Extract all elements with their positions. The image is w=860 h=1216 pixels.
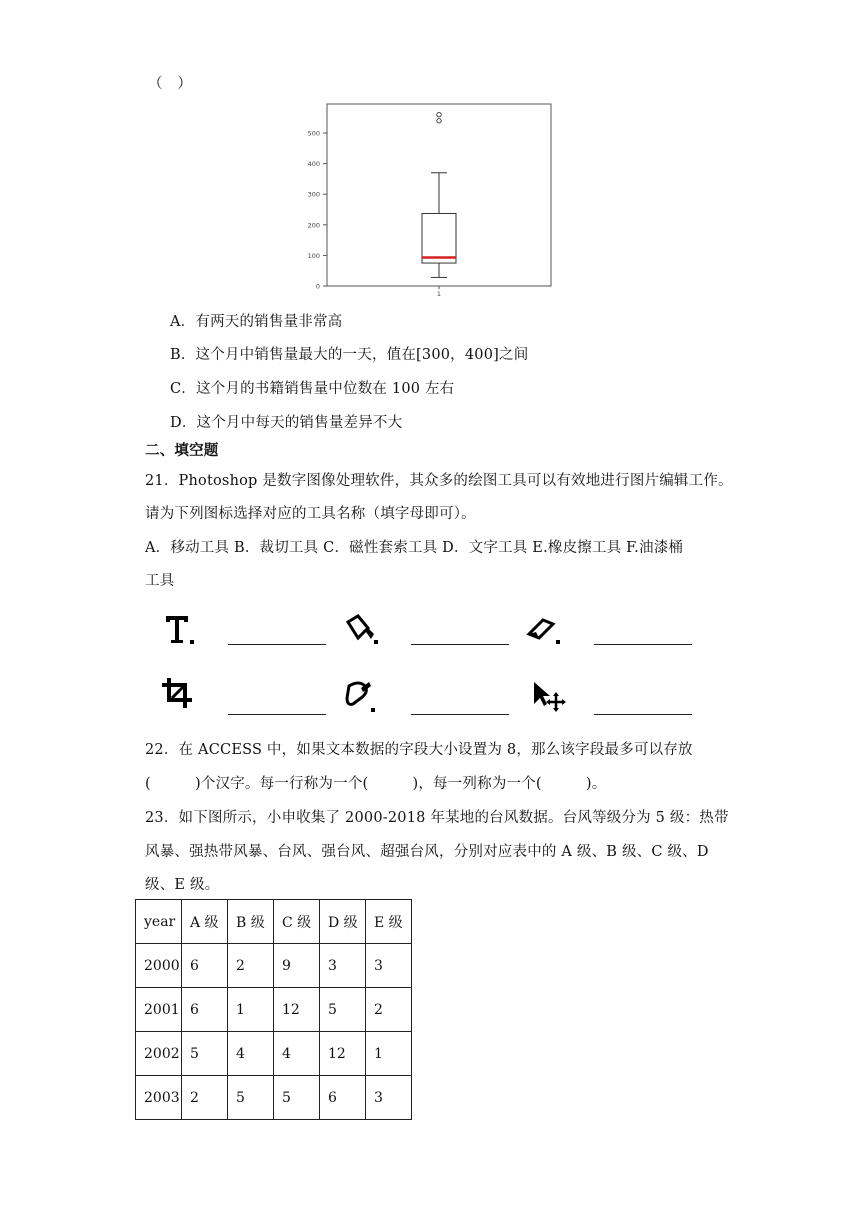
- table-cell: 2: [366, 988, 412, 1032]
- boxplot-svg: [305, 100, 557, 300]
- q21-line2: 请为下列图标选择对应的工具名称（填字母即可）。: [145, 506, 476, 522]
- table-row: [136, 1032, 412, 1076]
- q22-line2: ( )个汉字。每一行称为一个( )，每一列称为一个( )。: [145, 776, 607, 792]
- q22-line1: 22．在 ACCESS 中，如果文本数据的字段大小设置为 8，那么该字段最多可以存放: [145, 742, 693, 758]
- table-cell: 5: [228, 1076, 274, 1120]
- header-cell: C 级: [274, 900, 320, 944]
- table-cell: 5: [320, 988, 366, 1032]
- table-cell: 2: [182, 1076, 228, 1120]
- q23-line1: 23．如下图所示，小申收集了 2000-2018 年某地的台风数据。台风等级分为 5 级：热带: [145, 810, 729, 826]
- table-cell: 3: [320, 944, 366, 988]
- boxplot-chart: [305, 100, 557, 300]
- y-tick-label: 0: [315, 282, 320, 291]
- outlier-point: [437, 119, 441, 123]
- table-cell: 12: [320, 1032, 366, 1076]
- table-cell: 4: [274, 1032, 320, 1076]
- table-cell: 12: [274, 988, 320, 1032]
- blank-2[interactable]: [411, 633, 509, 649]
- header-cell: A 级: [182, 900, 228, 944]
- box: [422, 213, 456, 263]
- q23-line3: 级、E 级。: [145, 877, 220, 893]
- q21-line1: 21．Photoshop 是数字图像处理软件，其众多的绘图工具可以有效地进行图片编辑工作。: [145, 473, 733, 489]
- blank-6[interactable]: [594, 703, 692, 719]
- y-tick-label: 100: [307, 251, 320, 260]
- table-cell: 2000: [136, 944, 182, 988]
- section-title: 二、填空题: [145, 442, 219, 459]
- magnetic-lasso-icon: [343, 678, 379, 714]
- paint-bucket-icon: [344, 612, 380, 648]
- table-cell: 9: [274, 944, 320, 988]
- option-c: C．这个月的书籍销售量中位数在 100 左右: [170, 381, 455, 397]
- table-row: [136, 1076, 412, 1120]
- blank-3[interactable]: [594, 633, 692, 649]
- header-cell: D 级: [320, 900, 366, 944]
- blank-5[interactable]: [411, 703, 509, 719]
- table-row: [136, 988, 412, 1032]
- table-cell: 2001: [136, 988, 182, 1032]
- text-tool-icon: [162, 612, 198, 648]
- table-cell: 3: [366, 1076, 412, 1120]
- table-cell: 5: [182, 1032, 228, 1076]
- eraser-icon: [526, 612, 562, 648]
- y-tick-label: 500: [307, 129, 320, 138]
- option-b: B．这个月中销售量最大的一天，值在[300，400]之间: [170, 347, 529, 363]
- table-row: [136, 944, 412, 988]
- y-tick-label: 300: [307, 190, 320, 199]
- table-cell: 2002: [136, 1032, 182, 1076]
- option-d: D．这个月中每天的销售量差异不大: [170, 415, 403, 431]
- q21-line4: 工具: [145, 573, 175, 589]
- table-cell: 3: [366, 944, 412, 988]
- table-cell: 2: [228, 944, 274, 988]
- table-header-row: [136, 900, 412, 944]
- table-cell: 1: [228, 988, 274, 1032]
- x-tick-label: 1: [436, 290, 442, 298]
- blank-1[interactable]: [228, 633, 326, 649]
- table-cell: 4: [228, 1032, 274, 1076]
- q23-line2: 风暴、强热带风暴、台风、强台风、超强台风，分别对应表中的 A 级、B 级、C 级、D: [145, 844, 709, 860]
- table-cell: 6: [182, 988, 228, 1032]
- table-cell: 6: [182, 944, 228, 988]
- table-cell: 5: [274, 1076, 320, 1120]
- outlier-point: [437, 112, 441, 116]
- table-cell: 1: [366, 1032, 412, 1076]
- table-cell: 2003: [136, 1076, 182, 1120]
- answer-paren: （ ）: [148, 76, 193, 92]
- crop-tool-icon: [160, 676, 196, 712]
- move-tool-icon: [532, 680, 568, 716]
- q21-line3: A．移动工具 B．裁切工具 C．磁性套索工具 D．文字工具 E.橡皮擦工具 F.油漆桶: [145, 540, 684, 556]
- header-cell: B 级: [228, 900, 274, 944]
- y-tick-label: 200: [307, 221, 320, 230]
- header-cell: E 级: [366, 900, 412, 944]
- header-cell: year: [136, 900, 182, 944]
- option-a: A．有两天的销售量非常高: [170, 314, 343, 330]
- blank-4[interactable]: [228, 703, 326, 719]
- typhoon-table: [135, 899, 412, 1120]
- table-cell: 6: [320, 1076, 366, 1120]
- y-tick-label: 400: [307, 160, 320, 169]
